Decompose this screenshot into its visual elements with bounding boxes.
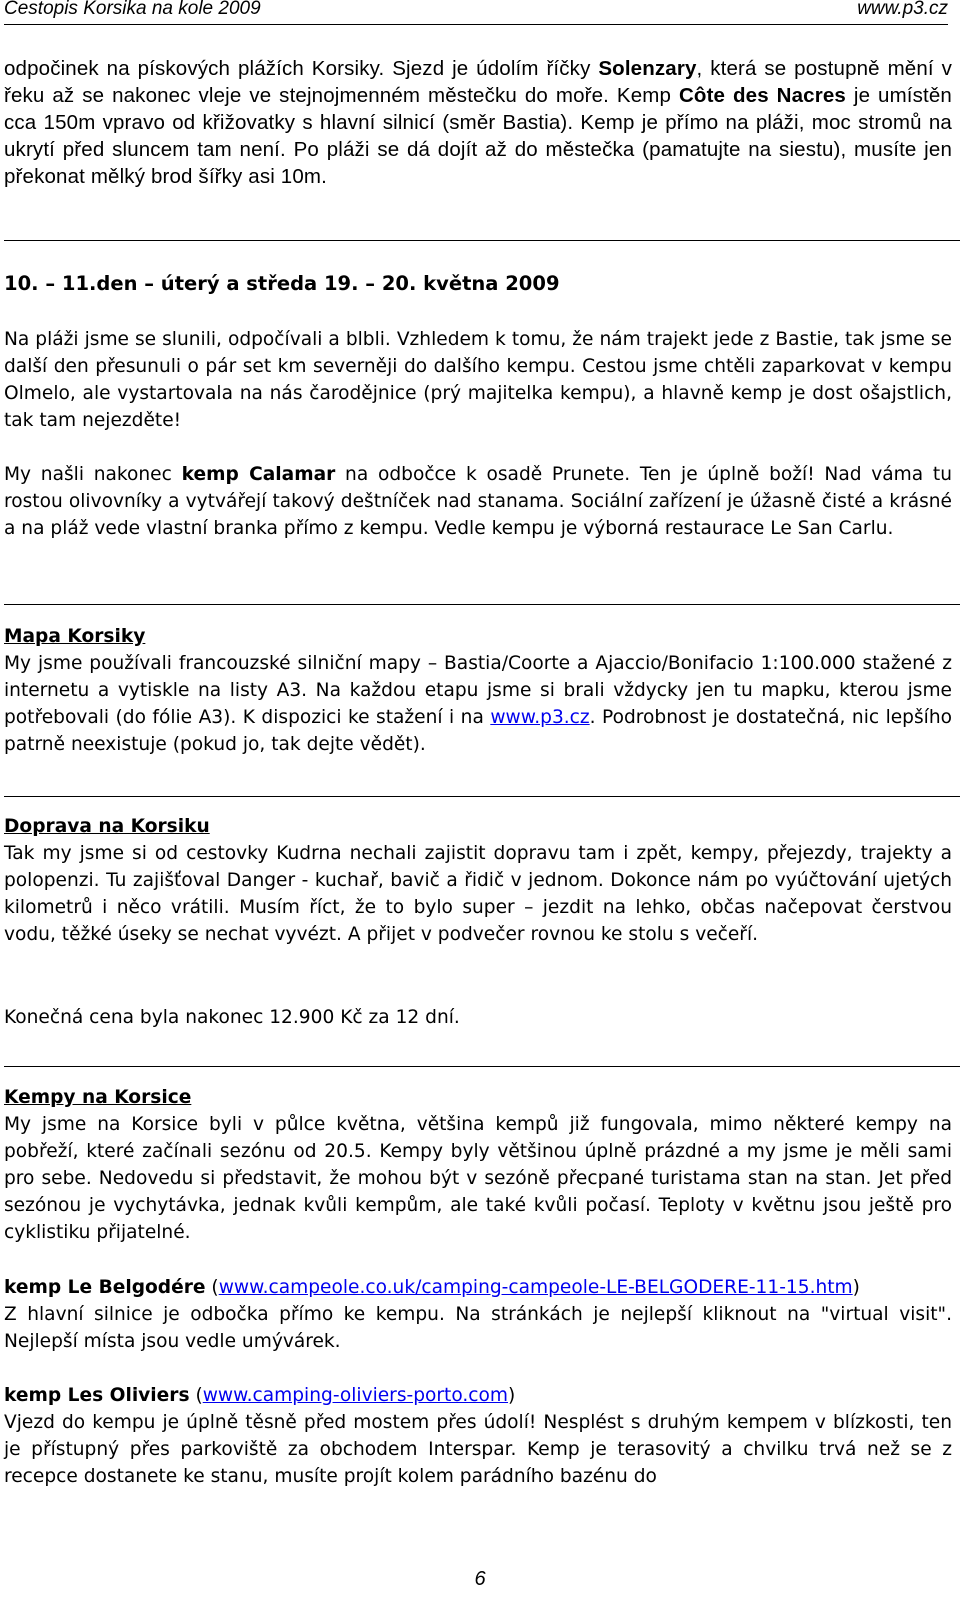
- mapa-link[interactable]: www.p3.cz: [490, 707, 590, 729]
- divider: [4, 796, 960, 797]
- section-heading-doprava: Doprava na Korsiku: [4, 816, 210, 837]
- day-p2-text-c: na odbočce k osadě Prunete. Ten je úplně boží! Nad váma tu rostou olivovníky a vytvářejí takový deštníček nad stanama. Sociální zařízení je úžasně čisté a krásné a na pláž vede vlastní branka přímo z kempu. Vedle kempu je výborná restaurace Le San Carlu.: [4, 464, 953, 540]
- paren-close: ): [852, 1277, 860, 1298]
- kemp-belgodere: [4, 1274, 952, 1355]
- intro-text-1: odpočinek na pískových plážích Korsiky. Sjezd je údolím říčky: [4, 57, 599, 80]
- intro-text-2: , která se postupně mění v řeku až se nakonec vleje ve stejnojmenném městečku do moře. Kemp: [4, 57, 952, 108]
- divider: [4, 1066, 960, 1067]
- page-number: 6: [474, 1568, 486, 1590]
- paren-open: (: [205, 1277, 219, 1298]
- day-heading: 10. – 11.den – úterý a středa 19. – 20. května 2009: [4, 272, 560, 295]
- page-header: [4, 0, 948, 25]
- divider: [4, 604, 960, 605]
- kempy-paragraph-1: My jsme na Korsice byli v půlce května, většina kempů již fungovala, mimo některé kempy na pobřeží, které začínali sezónu od 20.5. Kempy byly většinou úplně prázdné a my jsme je měli sami pro sebe. Nedovedu si představit, že mohou být v sezóně přecpané turistama stan na stan. Jet před sezónou je vychytávka, jednak kvůli kempům, ale také kvůli počasí. Teploty v květnu jsou ještě pro cyklistiku přijatelné.: [4, 1114, 952, 1244]
- mapa-text: My jsme používali francouzské silniční mapy – Bastia/Coorte a Ajaccio/Bonifacio 1:100.000 stažené z internetu a vytiskle na listy A3. Na každou etapu jsme si brali vždycky jen tu mapku, kterou jsme potřebovali (do fólie A3). K dispozici ke stažení i na: [4, 653, 952, 729]
- day-paragraph-2: [4, 461, 952, 542]
- intro-text-3: je umístěn cca 150m vpravo od křižovatky s hlavní silnicí (směr Bastia). Kemp je přímo na pláži, moc stromů na ukrytí před sluncem tam není. Po pláži se dá dojít až do městečka (pamatujte na siestu), musíte jen překonat mělký brod šířky asi 10m.: [4, 84, 952, 189]
- intro-bold-camp: Côte des Nacres: [678, 84, 846, 108]
- kemp-oliviers: [4, 1382, 952, 1490]
- paren-close: ): [508, 1385, 516, 1406]
- day-p2-bold-calamar: kemp Calamar: [181, 464, 336, 485]
- intro-paragraph: [4, 55, 952, 190]
- intro-bold-solenzary: Solenzary: [598, 57, 697, 80]
- kemp-belgodere-name: kemp Le Belgodére: [4, 1277, 206, 1298]
- section-heading-kempy: Kempy na Korsice: [4, 1087, 192, 1108]
- section-kempy: [4, 1084, 952, 1247]
- mapa-text-2: . Podrobnost je dostatečná, nic lepšího patrně neexistuje (pokud jo, tak dejte vědět).: [4, 707, 952, 756]
- paren-open: (: [189, 1385, 203, 1406]
- header-title: Cestopis Korsika na kole 2009: [4, 0, 261, 19]
- kemp-belgodere-link[interactable]: www.campeole.co.uk/camping-campeole-LE-BELGODERE-11-15.htm: [218, 1277, 853, 1298]
- doprava-paragraph-2: Konečná cena byla nakonec 12.900 Kč za 12 dní.: [4, 1007, 460, 1028]
- kemp-oliviers-text: Vjezd do kempu je úplně těsně před mostem přes údolí! Nesplést s druhým kempem v blízkosti, ten je přístupný přes parkoviště za obchodem Interspar. Kemp je terasovitý a chvilku trvá než se z recepce dostanete ke stanu, musíte projít kolem parádního bazénu do: [4, 1412, 952, 1488]
- section-doprava: [4, 813, 952, 948]
- divider: [4, 240, 960, 241]
- kemp-oliviers-name: kemp Les Oliviers: [4, 1385, 190, 1406]
- day-p2-text-a: My našli nakonec: [4, 464, 182, 485]
- kemp-belgodere-text: Z hlavní silnice je odbočka přímo ke kempu. Na stránkách je nejlepší kliknout na "virtual visit". Nejlepší místa jsou vedle umývárek.: [4, 1304, 952, 1353]
- doprava-paragraph-1: Tak my jsme si od cestovky Kudrna nechali zajistit dopravu tam i zpět, kempy, přejezdy, trajekty a polopenzi. Tu zajišťoval Danger - kuchař, bavič a řidič v jednom. Dokonce nám po vyúčtování ujetých kilometrů i něco vrátili. Musím říct, že to bylo super – jezdit na lehko, občas načepovat čerstvou vodu, těžké úseky se nechat vyvézt. A přijet v podvečer rovnou ke stolu s večeří.: [4, 843, 952, 946]
- section-mapa: [4, 623, 952, 758]
- header-site: www.p3.cz: [857, 0, 948, 19]
- section-heading-mapa: Mapa Korsiky: [4, 626, 146, 647]
- day-paragraph-1: Na pláži jsme se slunili, odpočívali a blbli. Vzhledem k tomu, že nám trajekt jede z Bastie, tak jsme se další den přesunuli o pár set km severněji do dalšího kempu. Cestou jsme chtěli zaparkovat v kempu Olmelo, ale vystartovala na nás čarodějnice (prý majitelka kempu), a hlavně kemp je dost ošajstlich, tak tam nejezděte!: [4, 329, 952, 432]
- kemp-oliviers-link[interactable]: www.camping-oliviers-porto.com: [202, 1385, 509, 1406]
